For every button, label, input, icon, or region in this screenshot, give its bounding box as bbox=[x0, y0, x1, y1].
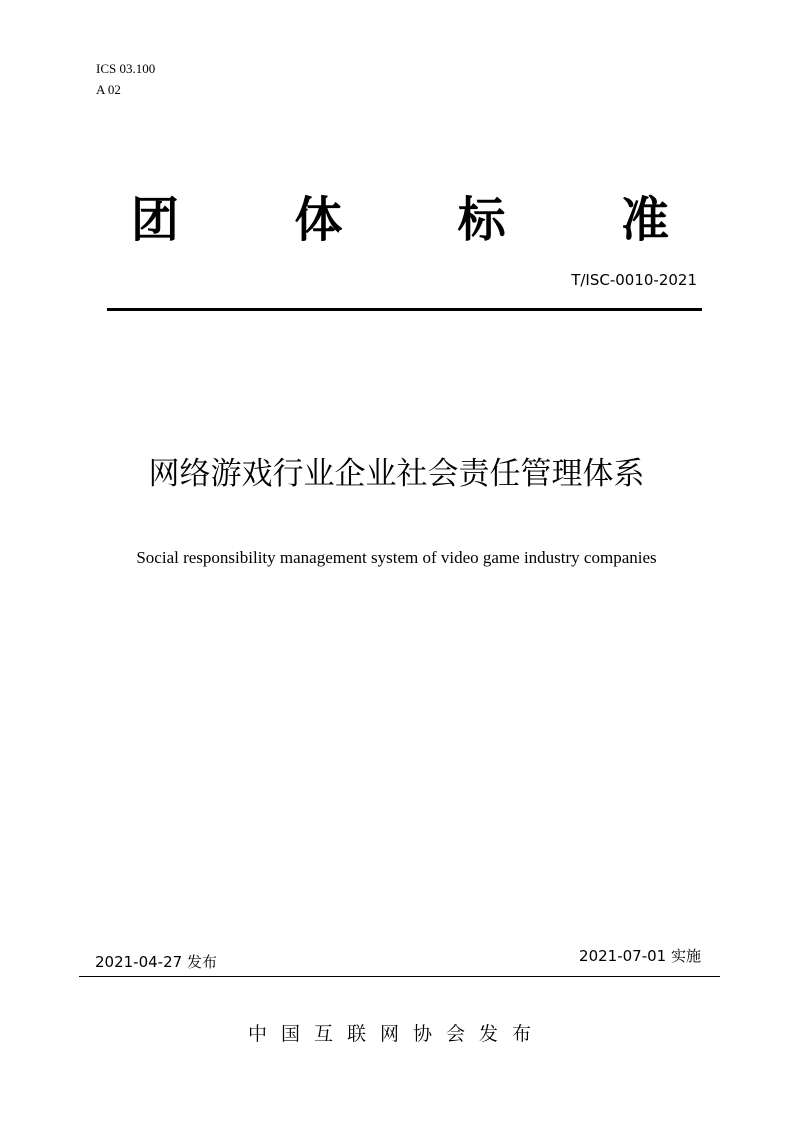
standard-type-char: 标 bbox=[457, 192, 506, 248]
document-title-chinese: 网络游戏行业企业社会责任管理体系 bbox=[148, 456, 645, 492]
implementation-date: 2021-07-01 实施 bbox=[579, 947, 701, 965]
classification-codes bbox=[96, 58, 155, 100]
standard-type-heading bbox=[110, 188, 690, 252]
document-title-english: Social responsibility management system of video game industry companies bbox=[136, 548, 657, 567]
issuing-organization: 中国互联网协会发布 bbox=[247, 1023, 545, 1045]
standard-type-char: 准 bbox=[620, 192, 669, 248]
footer-divider bbox=[79, 976, 720, 977]
standard-type-char: 体 bbox=[294, 192, 343, 248]
standard-type-char: 团 bbox=[130, 192, 179, 248]
header-divider bbox=[107, 308, 702, 311]
ccs-code: A 02 bbox=[96, 82, 121, 97]
ics-code: ICS 03.100 bbox=[96, 61, 156, 76]
standard-number: T/ISC-0010-2021 bbox=[571, 271, 697, 289]
publish-date: 2021-04-27 发布 bbox=[95, 953, 217, 971]
